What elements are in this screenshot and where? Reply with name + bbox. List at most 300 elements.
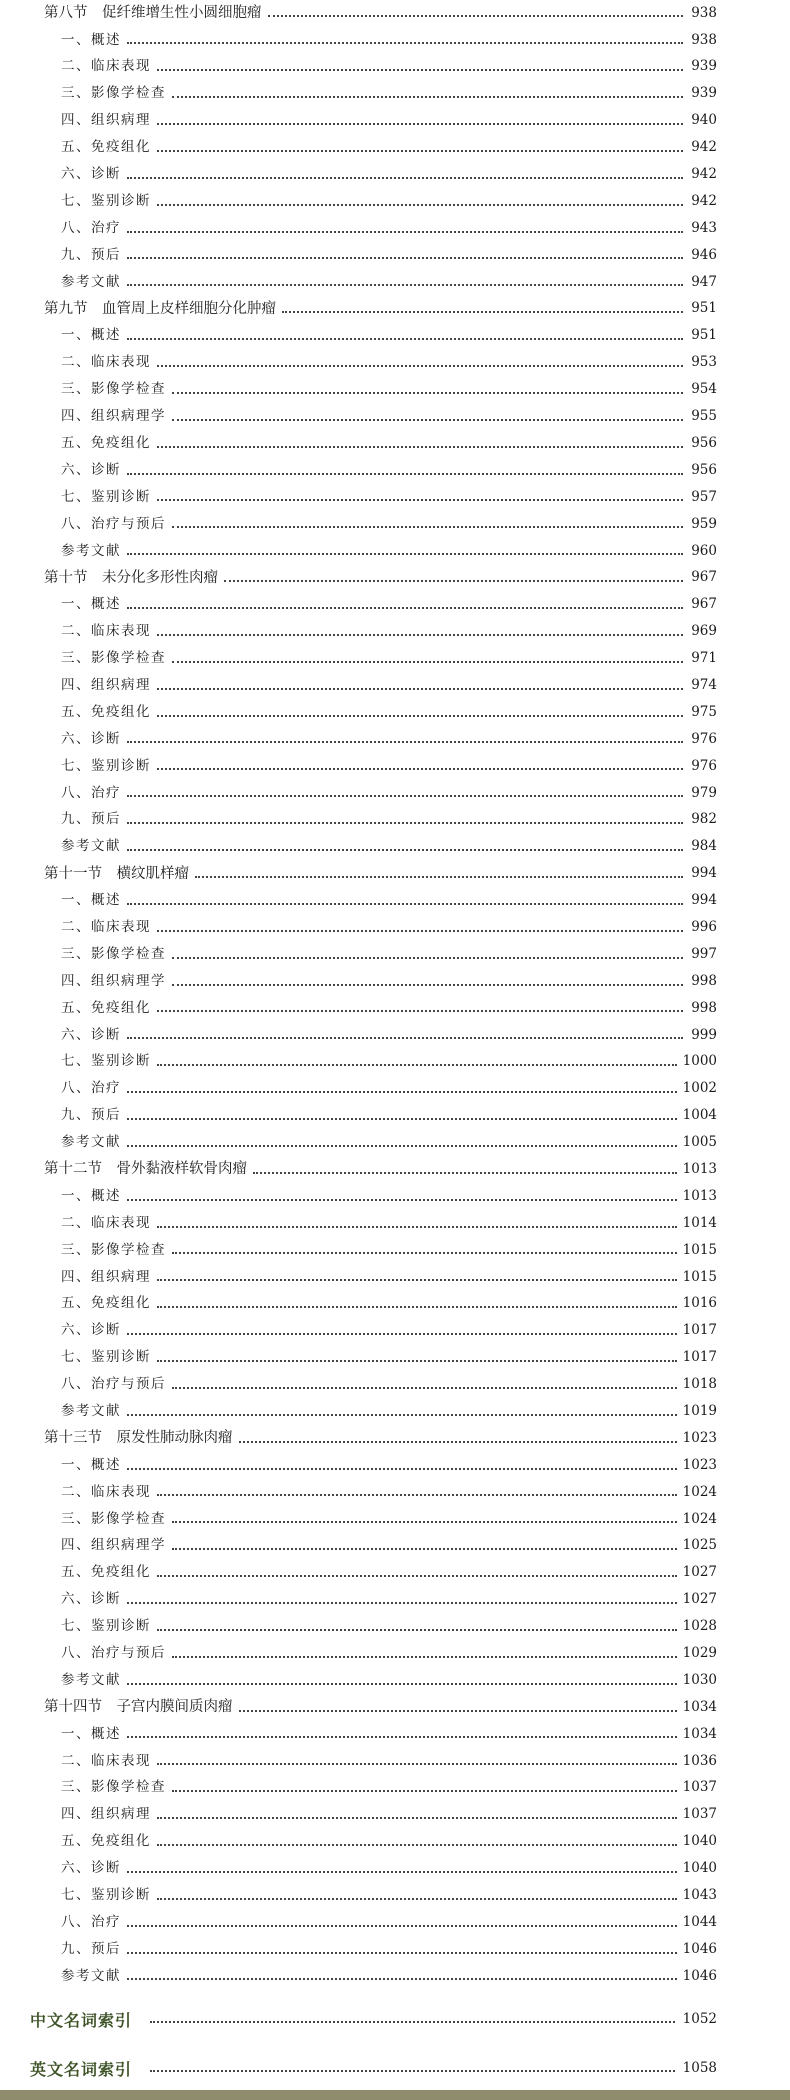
dot-leader (157, 499, 683, 501)
toc-entry[interactable] (0, 484, 790, 511)
dot-leader (127, 231, 683, 233)
toc-entry[interactable] (0, 807, 790, 834)
toc-entry[interactable] (0, 1613, 790, 1640)
section-heading[interactable] (0, 1425, 790, 1452)
toc-entry-label: 三、影像学检查 (61, 1510, 166, 1527)
dot-leader (127, 1602, 677, 1604)
toc-entry-label: 六、诊断 (61, 166, 121, 183)
toc-entry-label: 参考文献 (61, 1671, 121, 1688)
toc-entry-page-number: 998 (691, 999, 717, 1016)
toc-entry-label: 二、临床表现 (61, 1483, 151, 1500)
toc-entry-label: 五、免疫组化 (61, 434, 151, 451)
section-heading-label: 第十四节 子宫内膜间质肉瘤 (44, 1699, 233, 1716)
toc-entry[interactable] (0, 1345, 790, 1372)
dot-leader (127, 1978, 677, 1980)
toc-entry-page-number: 1037 (682, 1806, 717, 1823)
toc-entry[interactable] (0, 1721, 790, 1748)
toc-entry[interactable] (0, 1560, 790, 1587)
toc-entry-page-number: 1015 (682, 1268, 717, 1285)
toc-entry[interactable] (0, 188, 790, 215)
toc-entry-page-number: 1046 (682, 1967, 717, 1984)
toc-entry-page-number: 975 (691, 703, 717, 720)
toc-entry[interactable] (0, 1022, 790, 1049)
toc-entry[interactable] (0, 242, 790, 269)
toc-entry-label: 参考文献 (61, 1403, 121, 1419)
toc-entry[interactable] (0, 753, 790, 780)
dot-leader (282, 311, 683, 313)
dot-leader (172, 392, 683, 394)
dot-leader (127, 741, 683, 743)
toc-entry[interactable] (0, 699, 790, 726)
toc-entry[interactable] (0, 1640, 790, 1667)
toc-entry-page-number: 946 (691, 246, 717, 263)
toc-entry-label: 一、概述 (61, 327, 121, 344)
toc-entry-label: 四、组织病理 (61, 1268, 151, 1285)
toc-entry-label: 六、诊断 (61, 1591, 121, 1608)
toc-entry-page-number: 1040 (682, 1833, 717, 1850)
dot-leader (157, 1494, 677, 1496)
toc-entry-page-number: 955 (691, 408, 717, 425)
dot-leader (239, 1710, 677, 1712)
toc-entry[interactable] (0, 887, 790, 914)
toc-entry-page-number: 998 (691, 972, 717, 989)
toc-entry-label: 六、诊断 (61, 1322, 121, 1339)
toc-entry-page-number: 943 (691, 219, 717, 236)
dot-leader (172, 1790, 677, 1792)
toc-entry-page-number: 994 (691, 892, 717, 909)
toc-entry-page-number: 982 (691, 811, 717, 828)
toc-entry[interactable] (0, 592, 790, 619)
dot-leader (157, 446, 683, 448)
toc-entry[interactable] (0, 1398, 790, 1425)
index-entry-page-number: 1052 (682, 2011, 717, 2027)
toc-entry-page-number: 960 (691, 542, 717, 559)
dot-leader (157, 69, 683, 71)
dot-leader (127, 1091, 677, 1093)
dot-leader (127, 1952, 677, 1954)
toc-entry[interactable] (0, 1479, 790, 1506)
section-heading-label: 第九节 血管周上皮样细胞分化肿瘤 (44, 300, 276, 317)
toc-entry-page-number: 956 (691, 461, 717, 478)
dot-leader (157, 1817, 677, 1819)
dot-leader (157, 930, 683, 932)
toc-entry-page-number: 939 (691, 58, 717, 75)
toc-entry-label: 八、治疗 (61, 219, 121, 236)
toc-entry[interactable] (0, 1076, 790, 1103)
toc-entry-label: 五、免疫组化 (61, 703, 151, 720)
dot-leader (127, 1468, 677, 1470)
dot-leader (253, 1172, 677, 1174)
toc-entry-page-number: 976 (691, 730, 717, 747)
toc-entry[interactable] (0, 1049, 790, 1076)
index-entry[interactable] (0, 2004, 790, 2034)
toc-entry-label: 三、影像学检查 (61, 945, 166, 962)
toc-entry-label: 七、鉴别诊断 (61, 1349, 151, 1366)
dot-leader (157, 1763, 677, 1765)
toc-entry-label: 三、影像学检查 (61, 1779, 166, 1796)
toc-entry-label: 五、免疫组化 (61, 139, 151, 156)
index-block (0, 2004, 790, 2083)
toc-entry-label: 八、治疗 (61, 784, 121, 801)
dot-leader (157, 1226, 677, 1228)
toc-entry-page-number: 1002 (682, 1080, 717, 1097)
toc-entry-label: 二、临床表现 (61, 918, 151, 935)
toc-entry-label: 七、鉴别诊断 (61, 1887, 151, 1904)
toc-entry-label: 五、免疫组化 (61, 1833, 151, 1850)
toc-entry-label: 二、临床表现 (61, 354, 151, 371)
toc-entry-label: 八、治疗与预后 (61, 1645, 166, 1662)
toc-entry-page-number: 999 (691, 1026, 717, 1043)
dot-leader (127, 177, 683, 179)
dot-leader (157, 1898, 677, 1900)
section-heading-page-number: 994 (691, 865, 717, 882)
toc-entry[interactable] (0, 1129, 790, 1156)
dot-leader (157, 1575, 677, 1577)
dot-leader (127, 338, 683, 340)
toc-entry[interactable] (0, 538, 790, 565)
toc-entry-label: 九、预后 (61, 1940, 121, 1957)
toc-entry-label: 六、诊断 (61, 1860, 121, 1877)
dot-leader (157, 634, 683, 636)
toc-entry-label: 七、鉴别诊断 (61, 757, 151, 774)
toc-entry-page-number: 939 (691, 85, 717, 102)
toc-entry[interactable] (0, 1533, 790, 1560)
toc-entry-label: 六、诊断 (61, 1026, 121, 1043)
toc-entry-page-number: 1004 (682, 1107, 717, 1124)
toc-entry-page-number: 942 (691, 166, 717, 183)
toc-entry-label: 七、鉴别诊断 (61, 192, 151, 209)
dot-leader (150, 2021, 675, 2023)
toc-entry-page-number: 942 (691, 139, 717, 156)
section-heading-label: 第十节 未分化多形性肉瘤 (44, 569, 218, 586)
toc-entry[interactable] (0, 1506, 790, 1533)
section-heading-label: 第八节 促纤维增生性小圆细胞瘤 (44, 5, 262, 22)
toc-entry-page-number: 1027 (682, 1564, 717, 1581)
toc-entry[interactable] (0, 81, 790, 108)
toc-entry-page-number: 1040 (682, 1860, 717, 1877)
toc-entry-page-number: 1036 (682, 1752, 717, 1769)
toc-entry[interactable] (0, 350, 790, 377)
toc-entry-label: 参考文献 (61, 838, 121, 855)
section-heading-page-number: 1013 (682, 1160, 717, 1177)
toc-entry-label: 八、治疗与预后 (61, 1376, 166, 1393)
dot-leader (127, 822, 683, 824)
toc-entry-page-number: 1017 (682, 1349, 717, 1366)
dot-leader (268, 15, 684, 17)
toc-entry[interactable] (0, 968, 790, 995)
toc-entry-page-number: 1024 (682, 1483, 717, 1500)
toc-entry-label: 一、概述 (61, 1456, 121, 1473)
dot-leader (127, 1333, 677, 1335)
toc-entry-page-number: 940 (691, 112, 717, 129)
toc-entry[interactable] (0, 457, 790, 484)
dot-leader (195, 876, 683, 878)
toc-entry[interactable] (0, 1829, 790, 1856)
dot-leader (157, 1629, 677, 1631)
toc-entry[interactable] (0, 54, 790, 81)
dot-leader (157, 1360, 677, 1362)
toc-entry-label: 三、影像学检查 (61, 1241, 166, 1258)
dot-leader (157, 715, 683, 717)
toc-entry-label: 七、鉴别诊断 (61, 488, 151, 505)
dot-leader (172, 1548, 677, 1550)
toc-entry[interactable] (0, 1452, 790, 1479)
toc-entry-page-number: 976 (691, 757, 717, 774)
toc-entry[interactable] (0, 1963, 790, 1990)
toc-entry-page-number: 1023 (682, 1456, 717, 1473)
toc-entry[interactable] (0, 1855, 790, 1882)
toc-entry-label: 一、概述 (61, 892, 121, 909)
dot-leader (157, 768, 683, 770)
toc-entry[interactable] (0, 1210, 790, 1237)
toc-entry-label: 参考文献 (61, 273, 121, 290)
toc-entry-label: 八、治疗与预后 (61, 515, 166, 532)
toc-entry-page-number: 1037 (682, 1779, 717, 1796)
toc-entry[interactable] (0, 1183, 790, 1210)
toc-entry-label: 五、免疫组化 (61, 1295, 151, 1312)
dot-leader (157, 1010, 683, 1012)
toc-entry[interactable] (0, 403, 790, 430)
toc-entry[interactable] (0, 834, 790, 861)
toc-entry-page-number: 1014 (682, 1214, 717, 1231)
toc-entry-page-number: 971 (691, 650, 717, 667)
section-heading[interactable] (0, 0, 790, 27)
dot-leader (127, 1683, 677, 1685)
toc-entry[interactable] (0, 430, 790, 457)
toc-entry-page-number: 996 (691, 918, 717, 935)
toc-entry-page-number: 1043 (682, 1887, 717, 1904)
toc-entry-label: 三、影像学检查 (61, 381, 166, 398)
dot-leader (172, 1387, 677, 1389)
toc-entry-page-number: 951 (691, 327, 717, 344)
toc-entry-page-number: 957 (691, 488, 717, 505)
dot-leader (127, 1199, 677, 1201)
toc-entry[interactable] (0, 1264, 790, 1291)
dot-leader (239, 1441, 677, 1443)
toc-entry-label: 七、鉴别诊断 (61, 1618, 151, 1635)
dot-leader (172, 1521, 677, 1523)
toc-entry-label: 参考文献 (61, 1967, 121, 1984)
section-heading[interactable] (0, 861, 790, 888)
toc-entry[interactable] (0, 645, 790, 672)
section-heading-page-number: 1034 (682, 1698, 717, 1715)
dot-leader (127, 1871, 677, 1873)
toc-entry-label: 五、免疫组化 (61, 999, 151, 1016)
dot-leader (127, 553, 683, 555)
section-heading[interactable] (0, 1156, 790, 1183)
toc-entry-page-number: 1000 (682, 1053, 717, 1070)
toc-entry[interactable] (0, 780, 790, 807)
toc-entry-label: 四、组织病理学 (61, 972, 166, 989)
toc-entry[interactable] (0, 1237, 790, 1264)
toc-entry-page-number: 1019 (682, 1403, 717, 1419)
toc-entry-page-number: 969 (691, 623, 717, 640)
dot-leader (127, 1118, 677, 1120)
toc-entry-page-number: 1046 (682, 1940, 717, 1957)
section-heading-page-number: 951 (691, 300, 717, 317)
dot-leader (172, 984, 683, 986)
toc-entry-page-number: 942 (691, 192, 717, 209)
toc-entry[interactable] (0, 1775, 790, 1802)
dot-leader (157, 688, 683, 690)
dot-leader (150, 2070, 675, 2072)
toc-entry-label: 二、临床表现 (61, 58, 151, 75)
toc-entry-label: 四、组织病理 (61, 676, 151, 693)
toc-entry[interactable] (0, 1318, 790, 1345)
toc-entry-label: 五、免疫组化 (61, 1564, 151, 1581)
toc-entry-page-number: 947 (691, 273, 717, 290)
toc-entry-label: 二、临床表现 (61, 1214, 151, 1231)
section-heading-page-number: 967 (691, 569, 717, 586)
section-heading-label: 第十二节 骨外黏液样软骨肉瘤 (44, 1161, 247, 1178)
dot-leader (157, 1279, 677, 1281)
toc-entry-page-number: 1028 (682, 1618, 717, 1635)
dot-leader (157, 1064, 677, 1066)
toc-entry[interactable] (0, 108, 790, 135)
toc-entry[interactable] (0, 1371, 790, 1398)
toc-entry-label: 九、预后 (61, 811, 121, 828)
toc-entry-page-number: 967 (691, 596, 717, 613)
toc-entry[interactable] (0, 1909, 790, 1936)
toc-entry[interactable] (0, 376, 790, 403)
toc-entry-page-number: 1029 (682, 1645, 717, 1662)
toc-entry[interactable] (0, 1587, 790, 1614)
dot-leader (224, 580, 683, 582)
toc-entry-label: 参考文献 (61, 542, 121, 559)
toc-entry-page-number: 1027 (682, 1591, 717, 1608)
toc-entry-label: 一、概述 (61, 31, 121, 48)
dot-leader (127, 284, 683, 286)
dot-leader (127, 257, 683, 259)
toc-entry-label: 四、组织病理学 (61, 1537, 166, 1554)
toc-entry-page-number: 1025 (682, 1537, 717, 1554)
toc-entry-label: 四、组织病理 (61, 1806, 151, 1823)
toc-entry[interactable] (0, 134, 790, 161)
dot-leader (127, 903, 683, 905)
toc-entry-label: 四、组织病理 (61, 112, 151, 129)
toc-entry-label: 三、影像学检查 (61, 85, 166, 102)
dot-leader (127, 1925, 677, 1927)
dot-leader (172, 957, 683, 959)
toc-entry-page-number: 1044 (682, 1913, 717, 1930)
toc-entry[interactable] (0, 161, 790, 188)
toc-entry-page-number: 1015 (682, 1241, 717, 1258)
dot-leader (127, 1145, 677, 1147)
toc-entry-page-number: 997 (691, 945, 717, 962)
toc-entry-page-number: 1005 (682, 1134, 717, 1151)
dot-leader (127, 42, 683, 44)
toc-entry-label: 一、概述 (61, 1725, 121, 1742)
toc-entry-label: 一、概述 (61, 1187, 121, 1204)
toc-entry-page-number: 1017 (682, 1322, 717, 1339)
dot-leader (127, 473, 683, 475)
dot-leader (172, 526, 683, 528)
index-entry[interactable] (0, 2053, 790, 2083)
toc-entry-page-number: 1030 (682, 1671, 717, 1688)
toc-entry-label: 九、预后 (61, 1107, 121, 1124)
toc-entry-page-number: 938 (691, 31, 717, 48)
dot-leader (157, 1306, 677, 1308)
toc-entry-page-number: 953 (691, 354, 717, 371)
section-heading[interactable] (0, 1694, 790, 1721)
toc-entry[interactable] (0, 511, 790, 538)
dot-leader (172, 1656, 677, 1658)
toc-entry[interactable] (0, 1882, 790, 1909)
dot-leader (172, 96, 683, 98)
section-heading-label: 第十三节 原发性肺动脉肉瘤 (44, 1430, 233, 1447)
toc-entry[interactable] (0, 27, 790, 54)
section-heading-label: 第十一节 横纹肌样瘤 (44, 865, 189, 882)
toc-entry-label: 四、组织病理学 (61, 408, 166, 425)
toc-entry-label: 八、治疗 (61, 1913, 121, 1930)
index-entry-label: 中文名词索引 (30, 2010, 133, 2030)
toc-entry-page-number: 1016 (682, 1295, 717, 1312)
toc-entry[interactable] (0, 914, 790, 941)
dot-leader (127, 1037, 683, 1039)
toc-entry-page-number: 1034 (682, 1725, 717, 1742)
section-heading-page-number: 1023 (682, 1429, 717, 1446)
toc-entry[interactable] (0, 269, 790, 296)
toc-entry-page-number: 956 (691, 434, 717, 451)
section-heading[interactable] (0, 565, 790, 592)
index-entry-label: 英文名词索引 (30, 2059, 133, 2079)
toc-entry[interactable] (0, 995, 790, 1022)
toc-entry-page-number: 1013 (682, 1187, 717, 1204)
dot-leader (127, 1414, 677, 1416)
dot-leader (127, 795, 683, 797)
toc-entry[interactable] (0, 1667, 790, 1694)
toc-entry-page-number: 959 (691, 515, 717, 532)
toc-entry-label: 八、治疗 (61, 1080, 121, 1097)
toc-entry-page-number: 979 (691, 784, 717, 801)
toc-entry-label: 三、影像学检查 (61, 650, 166, 667)
footer-bar (0, 2090, 790, 2100)
dot-leader (172, 419, 683, 421)
toc-entry-page-number: 1018 (682, 1376, 717, 1393)
dot-leader (127, 1736, 677, 1738)
toc-entry[interactable] (0, 726, 790, 753)
toc-entry[interactable] (0, 1103, 790, 1130)
toc-entry[interactable] (0, 215, 790, 242)
dot-leader (157, 123, 683, 125)
toc-entry-label: 九、预后 (61, 246, 121, 263)
dot-leader (157, 365, 683, 367)
toc-entry[interactable] (0, 323, 790, 350)
toc-entry[interactable] (0, 941, 790, 968)
dot-leader (157, 150, 683, 152)
toc-entry-page-number: 974 (691, 676, 717, 693)
toc-entry[interactable] (0, 1291, 790, 1318)
toc-entry[interactable] (0, 1936, 790, 1963)
toc-entry[interactable] (0, 672, 790, 699)
toc-entry[interactable] (0, 1748, 790, 1775)
toc-entry-label: 六、诊断 (61, 461, 121, 478)
dot-leader (127, 607, 683, 609)
dot-leader (157, 1844, 677, 1846)
dot-leader (172, 661, 683, 663)
toc-entry-label: 二、临床表现 (61, 1752, 151, 1769)
section-heading-page-number: 938 (691, 4, 717, 21)
toc-entry-label: 二、临床表现 (61, 623, 151, 640)
dot-leader (127, 849, 683, 851)
section-heading[interactable] (0, 296, 790, 323)
toc-entry[interactable] (0, 618, 790, 645)
toc-entry[interactable] (0, 1802, 790, 1829)
toc-entry-label: 六、诊断 (61, 730, 121, 747)
toc-entry-label: 一、概述 (61, 596, 121, 613)
toc-entry-label: 七、鉴别诊断 (61, 1053, 151, 1070)
toc-entry-page-number: 1024 (682, 1510, 717, 1527)
